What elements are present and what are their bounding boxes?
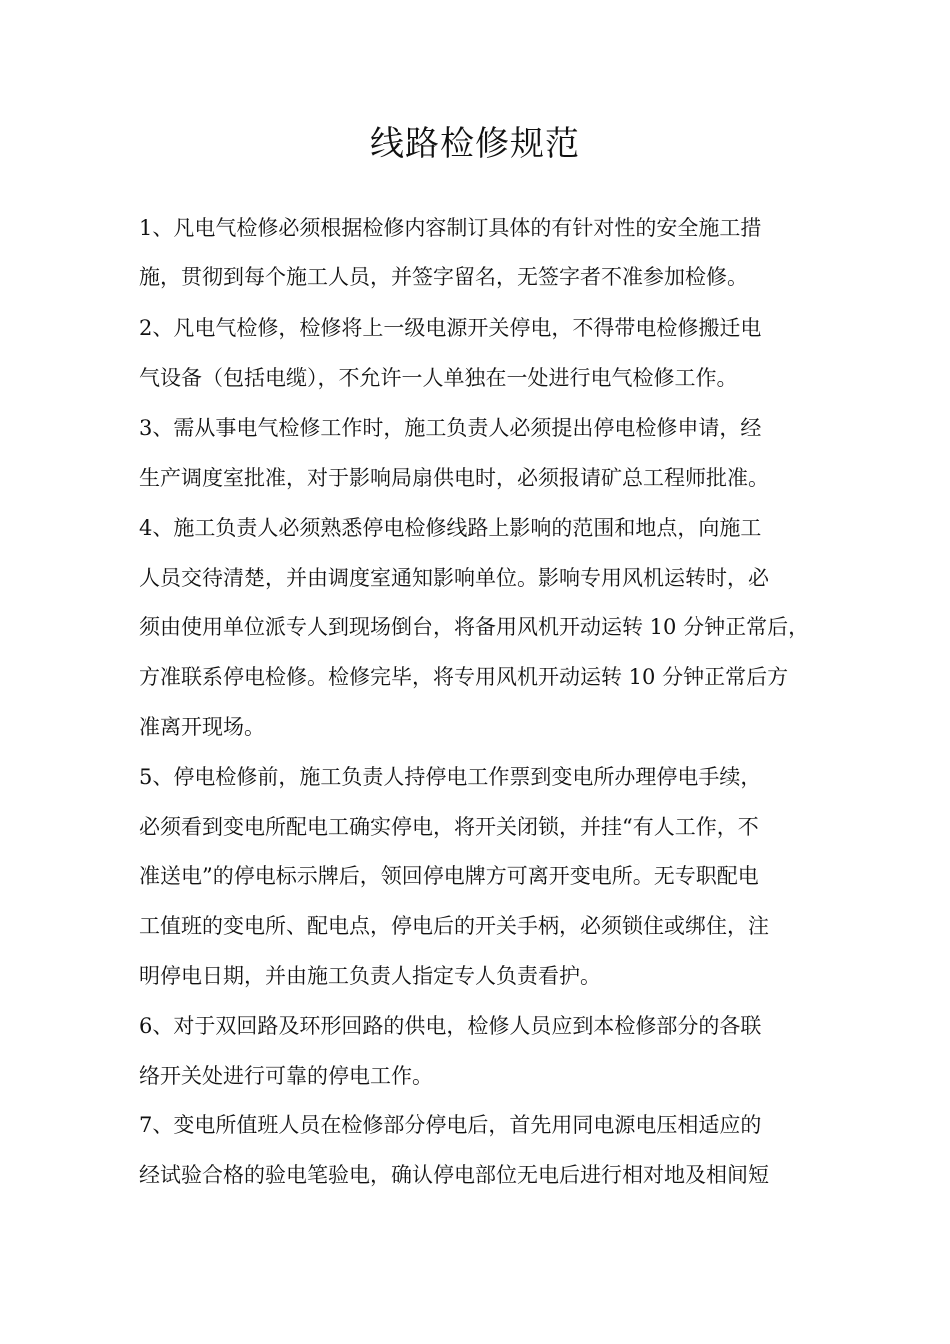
paragraph-line: 生产调度室批准，对于影响局扇供电时，必须报请矿总工程师批准。 [139,466,769,490]
paragraph-line: 必须看到变电所配电工确实停电，将开关闭锁，并挂“有人工作，不 [139,815,759,839]
paragraph-line: 气设备（包括电缆），不允许一人单独在一处进行电气检修工作。 [139,366,738,390]
paragraph-line: 4、施工负责人必须熟悉停电检修线路上影响的范围和地点，向施工 [139,516,762,540]
paragraph-line: 7、变电所值班人员在检修部分停电后，首先用同电源电压相适应的 [139,1113,762,1137]
paragraph-line: 准送电”的停电标示牌后，领回停电牌方可离开变电所。无专职配电 [139,864,759,888]
paragraph-line: 2、凡电气检修，检修将上一级电源开关停电，不得带电检修搬迁电 [139,316,762,340]
paragraph-line: 明停电日期，并由施工负责人指定专人负责看护。 [139,964,601,988]
paragraph-line: 工值班的变电所、配电点，停电后的开关手柄，必须锁住或绑住，注 [139,914,769,938]
paragraph-line: 络开关处进行可靠的停电工作。 [139,1064,433,1088]
paragraph-line: 经试验合格的验电笔验电，确认停电部位无电后进行相对地及相间短 [139,1163,769,1187]
paragraph-line: 6、对于双回路及环形回路的供电，检修人员应到本检修部分的各联 [139,1014,762,1038]
paragraph-line: 5、停电检修前，施工负责人持停电工作票到变电所办理停电手续， [139,765,762,789]
paragraph-line: 方准联系停电检修。检修完毕，将专用风机开动运转 10 分钟正常后方 [139,665,789,689]
paragraph-line: 人员交待清楚，并由调度室通知影响单位。影响专用风机运转时，必 [139,566,769,590]
paragraph-line: 施，贯彻到每个施工人员，并签字留名，无签字者不准参加检修。 [139,265,748,289]
paragraph-line: 1、凡电气检修必须根据检修内容制订具体的有针对性的安全施工措 [139,216,762,240]
paragraph-line: 3、需从事电气检修工作时，施工负责人必须提出停电检修申请，经 [139,416,762,440]
paragraph-line: 须由使用单位派专人到现场倒台，将备用风机开动运转 10 分钟正常后， [139,615,810,639]
paragraph-line: 准离开现场。 [139,715,265,739]
document-title: 线路检修规范 [370,124,580,164]
